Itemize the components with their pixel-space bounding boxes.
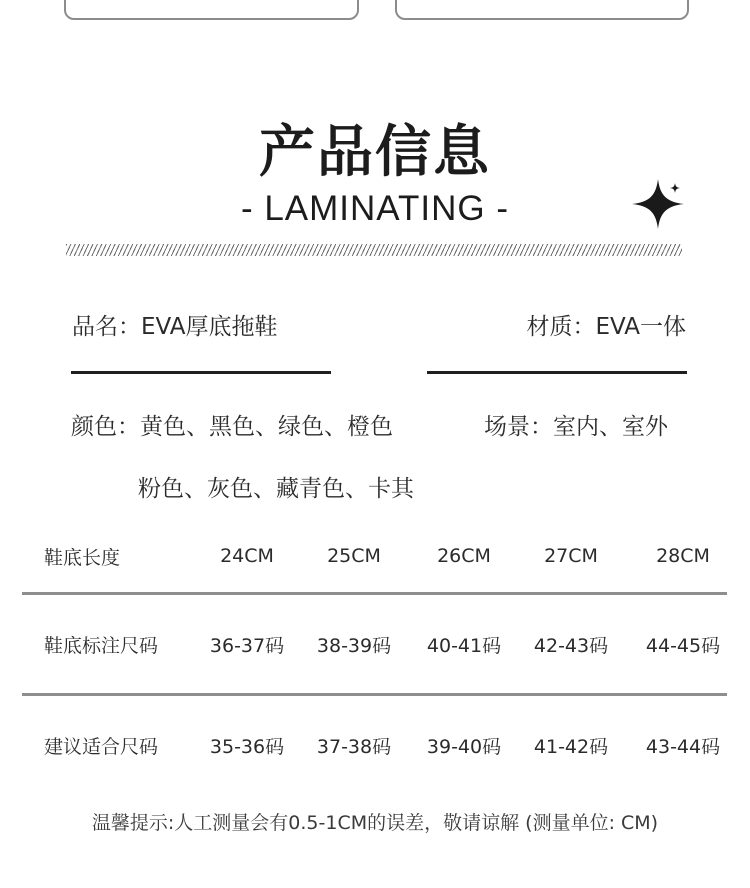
table-cell: 39-40码: [426, 735, 502, 758]
product-colors-line1: 颜色：黄色、黑色、绿色、橙色: [71, 414, 393, 440]
table-cell: 35-36码: [209, 735, 285, 758]
underline-left: [71, 371, 331, 374]
four-point-star-icon: [630, 175, 688, 233]
hatched-divider: [66, 244, 682, 256]
size-table: [22, 520, 727, 794]
table-cell: 43-44码: [645, 735, 721, 758]
top-card-right: [395, 0, 689, 20]
table-cell: 26CM: [437, 545, 491, 567]
table-cell: 40-41码: [426, 634, 502, 657]
table-row: [22, 520, 727, 592]
row-label: 鞋底标注尺码: [44, 634, 159, 657]
page-title: 产品信息: [259, 120, 491, 185]
product-scene: 场景：室内、室外: [484, 414, 668, 440]
row-label: 鞋底长度: [44, 546, 121, 569]
page-subtitle: - LAMINATING -: [240, 189, 510, 228]
product-material: 材质：EVA一体: [526, 314, 686, 340]
table-cell: 37-38码: [316, 735, 392, 758]
table-cell: 44-45码: [645, 634, 721, 657]
table-cell: 42-43码: [533, 634, 609, 657]
table-row: [22, 696, 727, 794]
table-cell: 28CM: [656, 545, 710, 567]
product-name: 品名：EVA厚底拖鞋: [72, 314, 278, 340]
table-cell: 41-42码: [533, 735, 609, 758]
product-colors-line2: 粉色、灰色、藏青色、卡其: [138, 476, 414, 502]
table-cell: 24CM: [220, 545, 274, 567]
measurement-note: 温馨提示:人工测量会有0.5-1CM的误差，敬请谅解 (测量单位: CM): [91, 812, 659, 834]
table-cell: 27CM: [544, 545, 598, 567]
table-cell: 25CM: [327, 545, 381, 567]
table-row: [22, 595, 727, 693]
table-cell: 38-39码: [316, 634, 392, 657]
top-card-left: [64, 0, 359, 20]
underline-right: [427, 371, 687, 374]
row-label: 建议适合尺码: [44, 735, 159, 758]
table-cell: 36-37码: [209, 634, 285, 657]
